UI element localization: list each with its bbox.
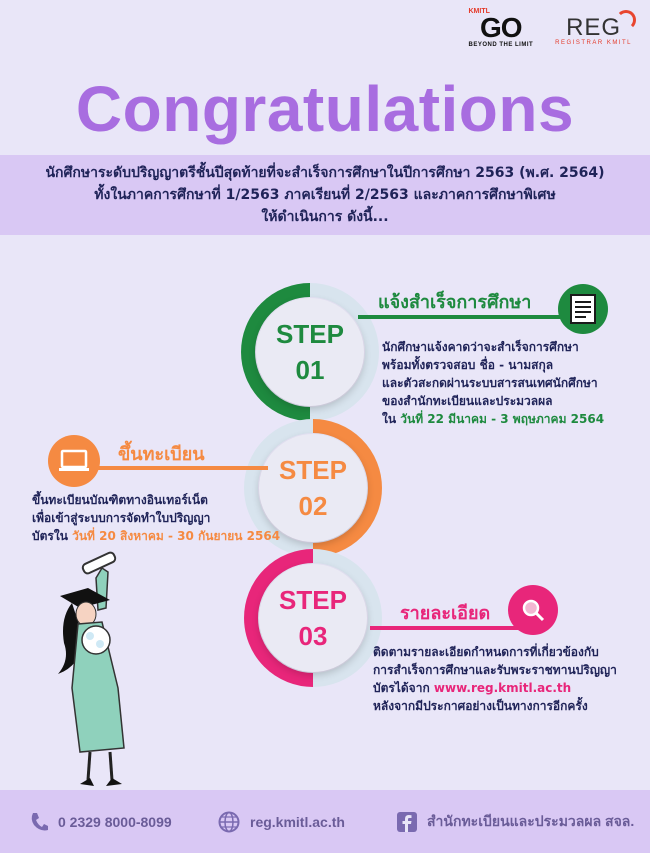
banner-line-2: ทั้งในภาคการศึกษาที่ 1/2563 ภาคเรียนที่ 2/2563 และภาคการศึกษาพิเศษ — [94, 187, 556, 203]
step-3-line: ติดตามรายละเอียดกำหนดการที่เกี่ยวข้องกับ — [373, 645, 599, 659]
kmitl-go-logo — [468, 8, 534, 48]
step-2-line: ขึ้นทะเบียนบัณฑิตทางอินเทอร์เน็ต — [32, 493, 208, 507]
page-title: Congratulations — [75, 73, 575, 145]
logo-go-main: GO — [480, 12, 522, 43]
step-3-description — [373, 643, 617, 715]
phone-number: 0 2329 8000-8099 — [58, 813, 172, 830]
step-3-line: การสำเร็จการศึกษาและรับพระราชทานปริญญา — [373, 663, 617, 677]
step-2-word: STEP — [279, 455, 347, 485]
logo-group — [468, 8, 632, 48]
step-1-heading: แจ้งสำเร็จการศึกษา — [378, 292, 532, 313]
reg-logo — [555, 16, 632, 46]
reg-website-link[interactable]: www.reg.kmitl.ac.th — [433, 681, 572, 695]
step-1-line: ของสำนักทะเบียนและประมวลผล — [382, 394, 553, 408]
step-3-last-line: หลังจากมีประกาศอย่างเป็นทางการอีกครั้ง — [373, 699, 588, 713]
facebook-icon — [397, 812, 417, 832]
step-2-description — [32, 491, 280, 545]
step-1-number: 01 — [295, 355, 325, 385]
footer-facebook[interactable] — [397, 811, 634, 833]
website-text: reg.kmitl.ac.th — [250, 813, 345, 830]
step-1-date-prefix: ใน — [382, 412, 401, 426]
step-3-heading: รายละเอียด — [400, 603, 491, 624]
footer-phone[interactable] — [30, 812, 172, 832]
footer-website[interactable] — [218, 811, 345, 833]
step-1-line: และตัวสะกดผ่านระบบสารสนเทศนักศึกษา — [382, 376, 598, 390]
step-2-icon-circle — [48, 435, 100, 487]
banner-line-3: ให้ดำเนินการ ดังนี้... — [261, 209, 389, 225]
phone-icon — [30, 812, 48, 832]
step-2-date-prefix: บัตรใน — [32, 529, 73, 543]
globe-icon — [218, 811, 240, 833]
step-2-heading: ขึ้นทะเบียน — [118, 444, 205, 465]
step-3-badge — [259, 564, 367, 672]
document-icon — [570, 294, 596, 324]
step-2-number: 02 — [298, 491, 328, 521]
facebook-page-name: สำนักทะเบียนและประมวลผล สจล. — [427, 812, 635, 829]
footer — [0, 790, 650, 853]
logo-go-sub: BEYOND THE LIMIT — [468, 42, 534, 48]
step-1-date: วันที่ 22 มีนาคม - 3 พฤษภาคม 2564 — [400, 412, 605, 426]
step-1-description — [382, 338, 604, 428]
banner-line-1: นักศึกษาระดับปริญญาตรีชั้นปีสุดท้ายที่จะสำเร็จการศึกษาในปีการศึกษา 2563 (พ.ศ. 2564) — [45, 165, 605, 181]
step-1-connector — [358, 315, 578, 319]
step-1-badge — [256, 298, 364, 406]
step-1-icon-circle — [558, 284, 608, 334]
step-2-line: เพื่อเข้าสู่ระบบการจัดทำใบปริญญา — [32, 511, 211, 525]
step-3-icon-circle — [508, 585, 558, 635]
laptop-icon — [58, 449, 90, 473]
reg-arc-icon — [616, 10, 636, 30]
step-1-line: นักศึกษาแจ้งคาดว่าจะสำเร็จการศึกษา — [382, 340, 579, 354]
magnifier-icon — [520, 597, 546, 623]
logo-reg-main: REG — [566, 14, 622, 41]
step-3-link-prefix: บัตรได้จาก — [373, 681, 434, 695]
graduate-illustration — [40, 548, 160, 790]
logo-reg-sub: REGISTRAR KMITL — [555, 40, 632, 46]
intro-banner — [0, 155, 650, 235]
logo-go-top: KMITL — [468, 8, 490, 15]
step-3-word: STEP — [279, 585, 347, 615]
step-1-line: พร้อมทั้งตรวจสอบ ชื่อ - นามสกุล — [382, 358, 554, 372]
step-3-number: 03 — [298, 621, 328, 651]
step-2-date: วันที่ 20 สิงหาคม - 30 กันยายน 2564 — [72, 529, 281, 543]
step-1-word: STEP — [276, 319, 344, 349]
